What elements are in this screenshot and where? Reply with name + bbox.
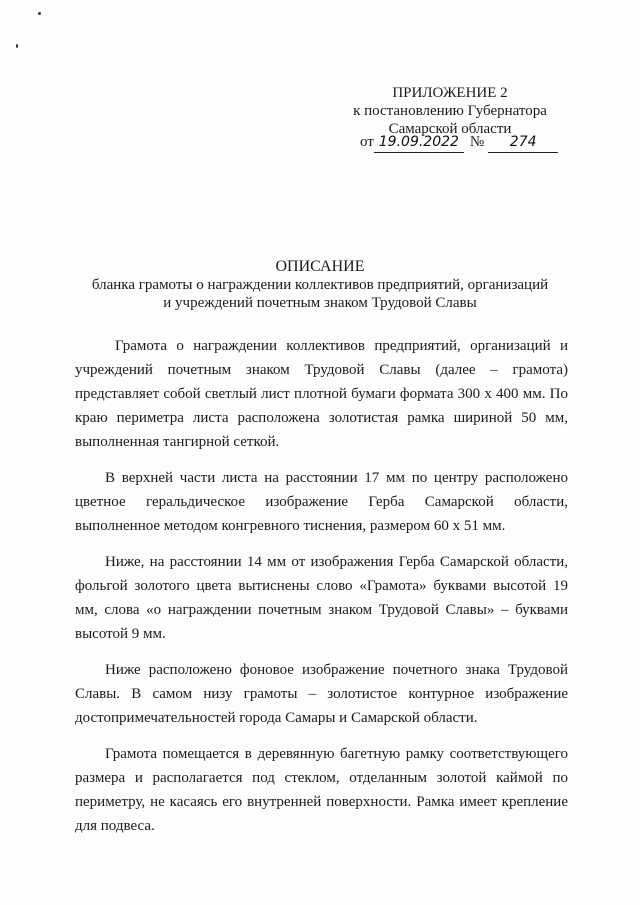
number-sign: № <box>469 134 485 150</box>
scan-speck <box>38 12 41 15</box>
appendix-reference: к постановлению Губернатора <box>353 103 547 119</box>
appendix-header <box>320 84 580 138</box>
handwritten-number: 274 <box>488 132 558 153</box>
paragraph: Грамота о награждении коллективов предприятий, организаций и учреждений почетным знаком Трудовой Славы (далее – грамота) представляет собой светлый лист плотной бумаги формата 300 х 400 мм. По краю периметра листа расположена золотистая рамка шириной 50 мм, выполненная тангирной сеткой. <box>75 338 568 450</box>
scan-speck <box>16 44 18 48</box>
paragraph: Ниже, на расстоянии 14 мм от изображения Герба Самарской области, фольгой золотого цвета вытиснены слово «Грамота» буквами высотой 19 мм, слова «о награждении почетным знаком Трудовой Славы» – буквами высотой 9 мм. <box>75 554 568 642</box>
subtitle-line-2: и учреждений почетным знаком Трудовой Славы <box>163 295 477 311</box>
document-body <box>75 334 568 850</box>
appendix-region: Самарской области <box>388 121 512 137</box>
paragraph: Ниже расположено фоновое изображение почетного знака Трудовой Славы. В самом низу грамоты – золотистое контурное изображение достопримечательностей города Самары и Самарской области. <box>75 662 568 726</box>
paragraph: Грамота помещается в деревянную багетную рамку соответствующего размера и располагается под стеклом, отделанным золотой каймой по периметру, не касаясь его внутренней поверхности. Рамка имеет крепление для подвеса. <box>75 746 568 834</box>
decree-date-number <box>360 132 558 153</box>
paragraph: В верхней части листа на расстоянии 17 мм по центру расположено цветное геральдическое изображение Герба Самарской области, выполненное методом конгревного тиснения, размером 60 х 51 мм. <box>75 470 568 534</box>
handwritten-date: 19.09.2022 <box>374 132 464 153</box>
appendix-title: ПРИЛОЖЕНИЕ 2 <box>392 85 508 101</box>
document-subtitle <box>70 276 570 312</box>
subtitle-line-1: бланка грамоты о награждении коллективов предприятий, организаций <box>91 277 549 293</box>
document-title: ОПИСАНИЕ <box>275 258 365 275</box>
date-prefix: от <box>360 134 374 150</box>
